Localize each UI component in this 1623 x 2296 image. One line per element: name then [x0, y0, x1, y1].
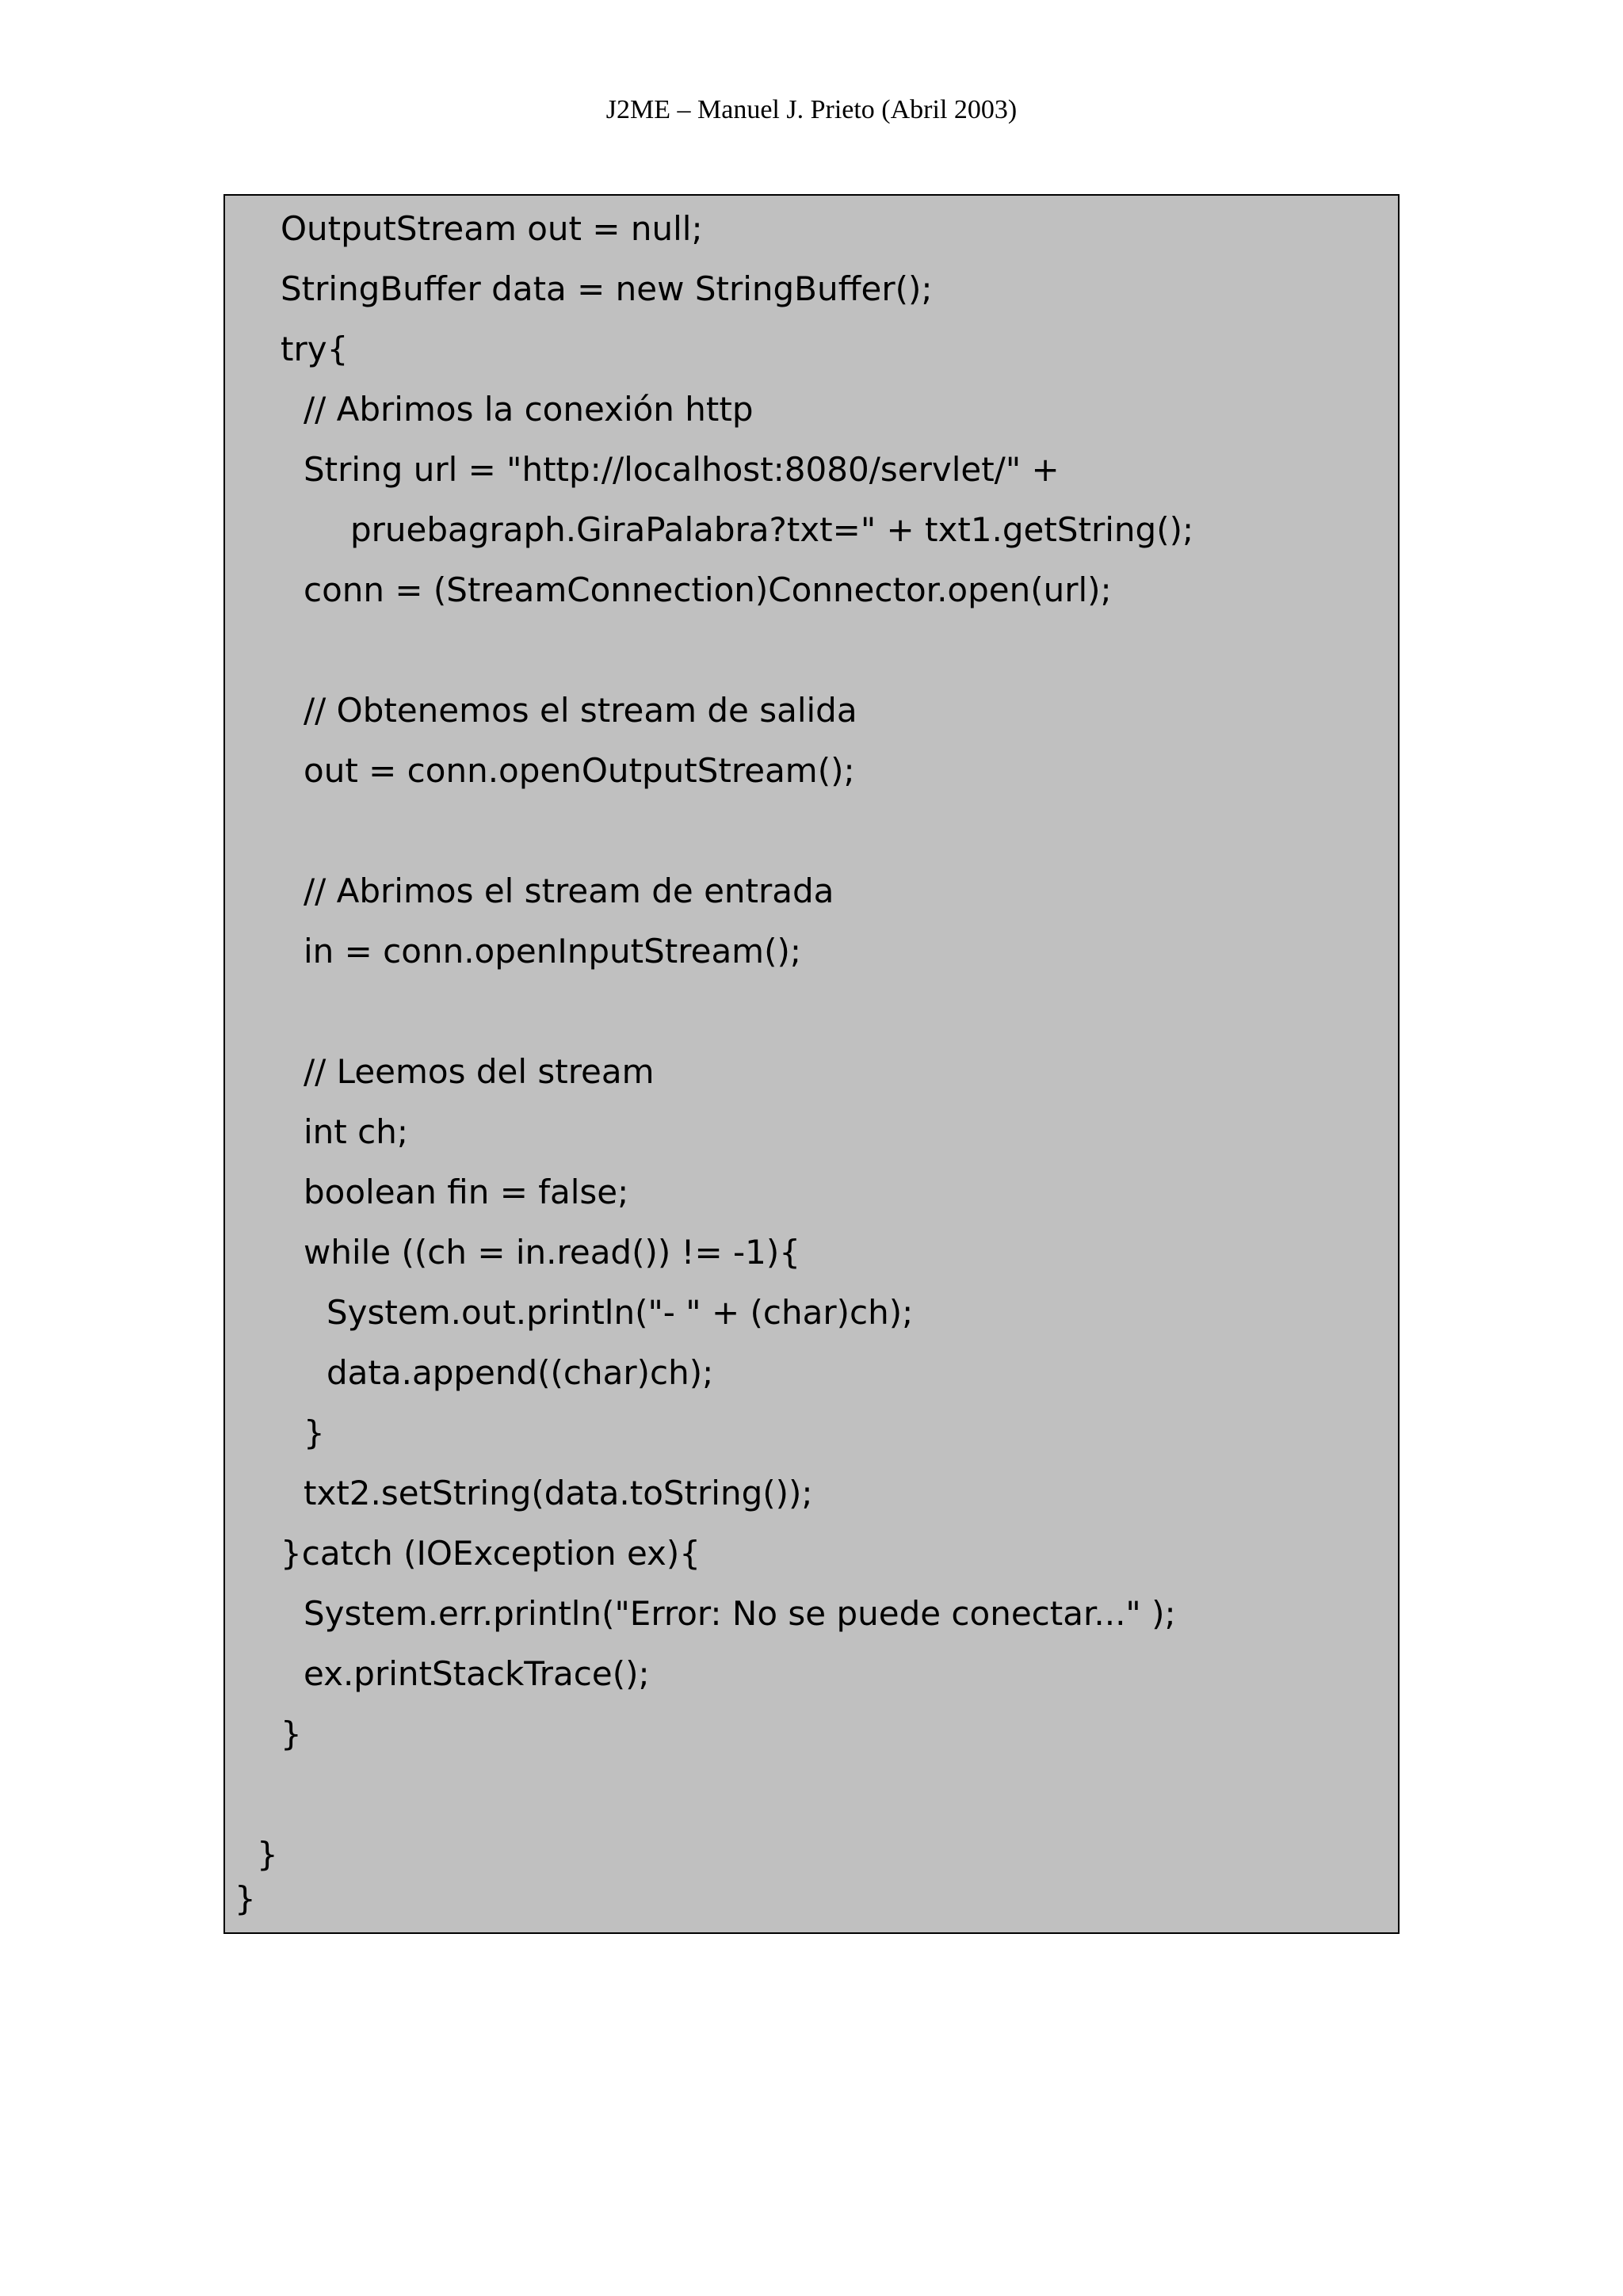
code-line: out = conn.openOutputStream(); [304, 751, 855, 790]
code-comment: // Obtenemos el stream de salida [304, 691, 857, 730]
code-line: ex.printStackTrace(); [304, 1654, 650, 1693]
code-listing [223, 194, 1400, 1934]
code-line: System.err.println("Error: No se puede conectar..." ); [304, 1594, 1176, 1633]
code-line: System.out.println("- " + (char)ch); [327, 1293, 914, 1332]
page-header: J2ME – Manuel J. Prieto (Abril 2003) [605, 95, 1018, 124]
code-comment: // Abrimos la conexión http [304, 390, 754, 429]
code-line: txt2.setString(data.toString()); [304, 1474, 813, 1512]
code-line: } [257, 1835, 278, 1874]
code-line: } [281, 1714, 302, 1753]
code-line: String url = "http://localhost:8080/servlet/" + [304, 450, 1060, 489]
code-line: data.append((char)ch); [327, 1353, 714, 1392]
code-line: in = conn.openInputStream(); [304, 932, 802, 971]
code-line: } [235, 1879, 256, 1918]
code-line: try{ [281, 330, 349, 368]
code-line: StringBuffer data = new StringBuffer(); [281, 269, 933, 308]
code-line: OutputStream out = null; [281, 209, 703, 248]
code-line: } [304, 1413, 325, 1452]
code-line: int ch; [304, 1112, 408, 1151]
code-line: boolean fin = false; [304, 1173, 629, 1211]
code-comment: // Abrimos el stream de entrada [304, 871, 834, 910]
code-line: conn = (StreamConnection)Connector.open(url); [304, 570, 1112, 609]
code-line: }catch (IOException ex){ [281, 1534, 701, 1573]
code-comment: // Leemos del stream [304, 1052, 655, 1091]
code-line: pruebagraph.GiraPalabra?txt=" + txt1.getString(); [350, 510, 1194, 549]
code-line: while ((ch = in.read()) != -1){ [304, 1233, 800, 1272]
